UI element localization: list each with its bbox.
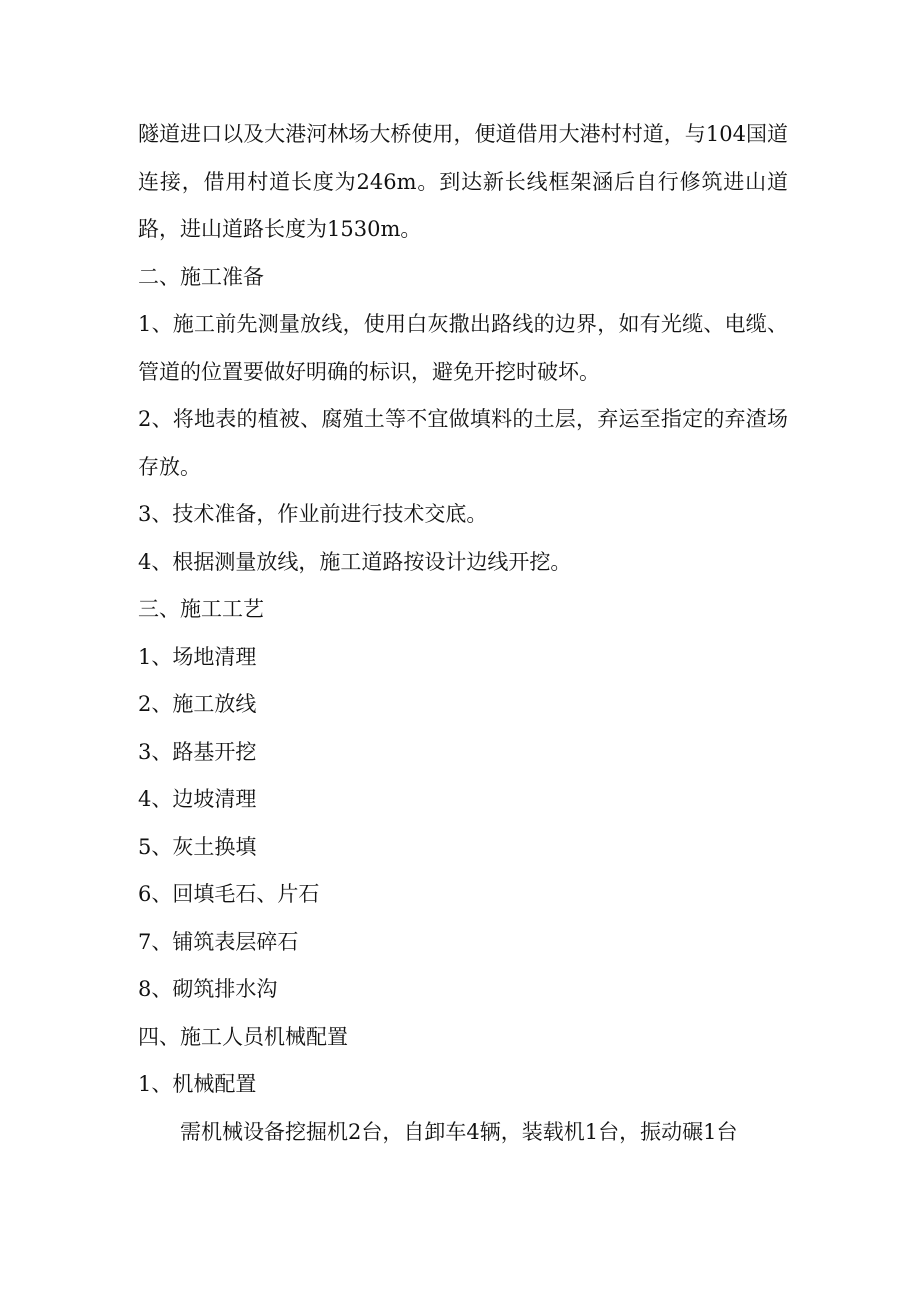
list-item: 1、场地清理 <box>138 644 257 669</box>
list-item: 6、回填毛石、片石 <box>138 882 320 906</box>
section-heading-process: 三、施工工艺 <box>138 597 264 621</box>
list-item: 5、灰土换填 <box>138 834 257 859</box>
list-item: 3、路基开挖 <box>138 739 257 764</box>
section-heading-staffing: 四、施工人员机械配置 <box>138 1024 348 1049</box>
document-body <box>138 111 788 1156</box>
paragraph-excavation: 4、根据测量放线，施工道路按设计边线开挖。 <box>138 549 572 574</box>
paragraph-machinery-list: 需机械设备挖掘机2台，自卸车4辆，装载机1台，振动碾1台 <box>180 1119 738 1144</box>
paragraph-topsoil-removal: 2、将地表的植被、腐殖土等不宜做填料的土层，弃运至指定的弃渣场存放。 <box>138 407 788 479</box>
list-item: 2、施工放线 <box>138 692 257 716</box>
list-item: 7、铺筑表层碎石 <box>138 929 299 954</box>
paragraph-technical-prep: 3、技术准备，作业前进行技术交底。 <box>138 502 488 526</box>
list-item: 8、砌筑排水沟 <box>138 977 278 1001</box>
paragraph-road-description: 隧道进口以及大港河林场大桥使用，便道借用大港村村道，与104国道连接，借用村道长度为246m。到达新长线框架涵后自行修筑进山道路，进山道路长度为1530m。 <box>138 122 788 241</box>
subheading-machinery: 1、机械配置 <box>138 1072 257 1096</box>
list-item: 4、边坡清理 <box>138 787 257 811</box>
paragraph-survey-setout: 1、施工前先测量放线，使用白灰撒出路线的边界，如有光缆、电缆、管道的位置要做好明确的标识，避免开挖时破坏。 <box>138 312 788 384</box>
section-heading-preparation: 二、施工准备 <box>138 264 264 289</box>
